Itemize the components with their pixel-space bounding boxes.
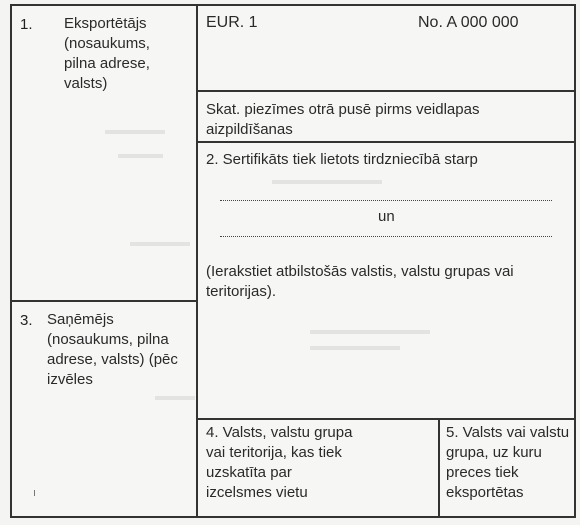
- box1-detail: (nosaukums, pilna adrese, valsts): [64, 35, 150, 92]
- eur1-form: [10, 4, 576, 518]
- box5-label: 5. Valsts vai valstu grupa, uz kuru preces tiek eksportētas: [446, 424, 570, 501]
- country-line-1[interactable]: [220, 200, 552, 201]
- bleed-mark: [272, 180, 382, 184]
- box3-detail: (nosaukums, pilna adrese, valsts) (pēc izvēles: [47, 331, 178, 388]
- box2-and: un: [378, 208, 395, 225]
- box3-title: Saņēmējs: [47, 311, 114, 328]
- column-divider: [196, 4, 198, 518]
- bleed-mark: [105, 130, 165, 134]
- serial-number: No. A 000 000: [418, 14, 519, 31]
- box2-title: 2. Sertifikāts tiek lietots tirdzniecībā starp: [206, 151, 478, 168]
- box4-label: 4. Valsts, valstu grupa vai teritorija, kas tiek uzskatīta par izcelsmes vietu: [206, 424, 353, 501]
- frame-bottom: [10, 516, 576, 518]
- bleed-mark: [310, 330, 430, 334]
- box3-label: [47, 310, 185, 390]
- box3-number: 3.: [20, 312, 33, 329]
- divider-box4-5: [438, 418, 440, 518]
- frame-top: [10, 4, 576, 6]
- country-line-2[interactable]: [220, 236, 552, 237]
- bleed-mark: [155, 396, 195, 400]
- box1-label: [64, 14, 182, 94]
- divider-box2: [196, 418, 576, 420]
- bleed-mark: [118, 154, 163, 158]
- divider-box1: [10, 300, 198, 302]
- divider-header: [196, 90, 576, 92]
- box1-title: Eksportētājs: [64, 15, 147, 32]
- frame-right: [574, 4, 576, 518]
- form-code: EUR. 1: [206, 14, 258, 31]
- box2-instruction: (Ierakstiet atbilstošās valstis, valstu grupas vai teritorijas).: [206, 263, 514, 300]
- tick-mark: [34, 490, 35, 496]
- frame-left: [10, 4, 12, 518]
- box1-number: 1.: [20, 16, 33, 33]
- note-text: Skat. piezīmes otrā pusē pirms veidlapas aizpildīšanas: [206, 101, 480, 138]
- bleed-mark: [130, 242, 190, 246]
- bleed-mark: [310, 346, 400, 350]
- divider-note: [196, 141, 576, 143]
